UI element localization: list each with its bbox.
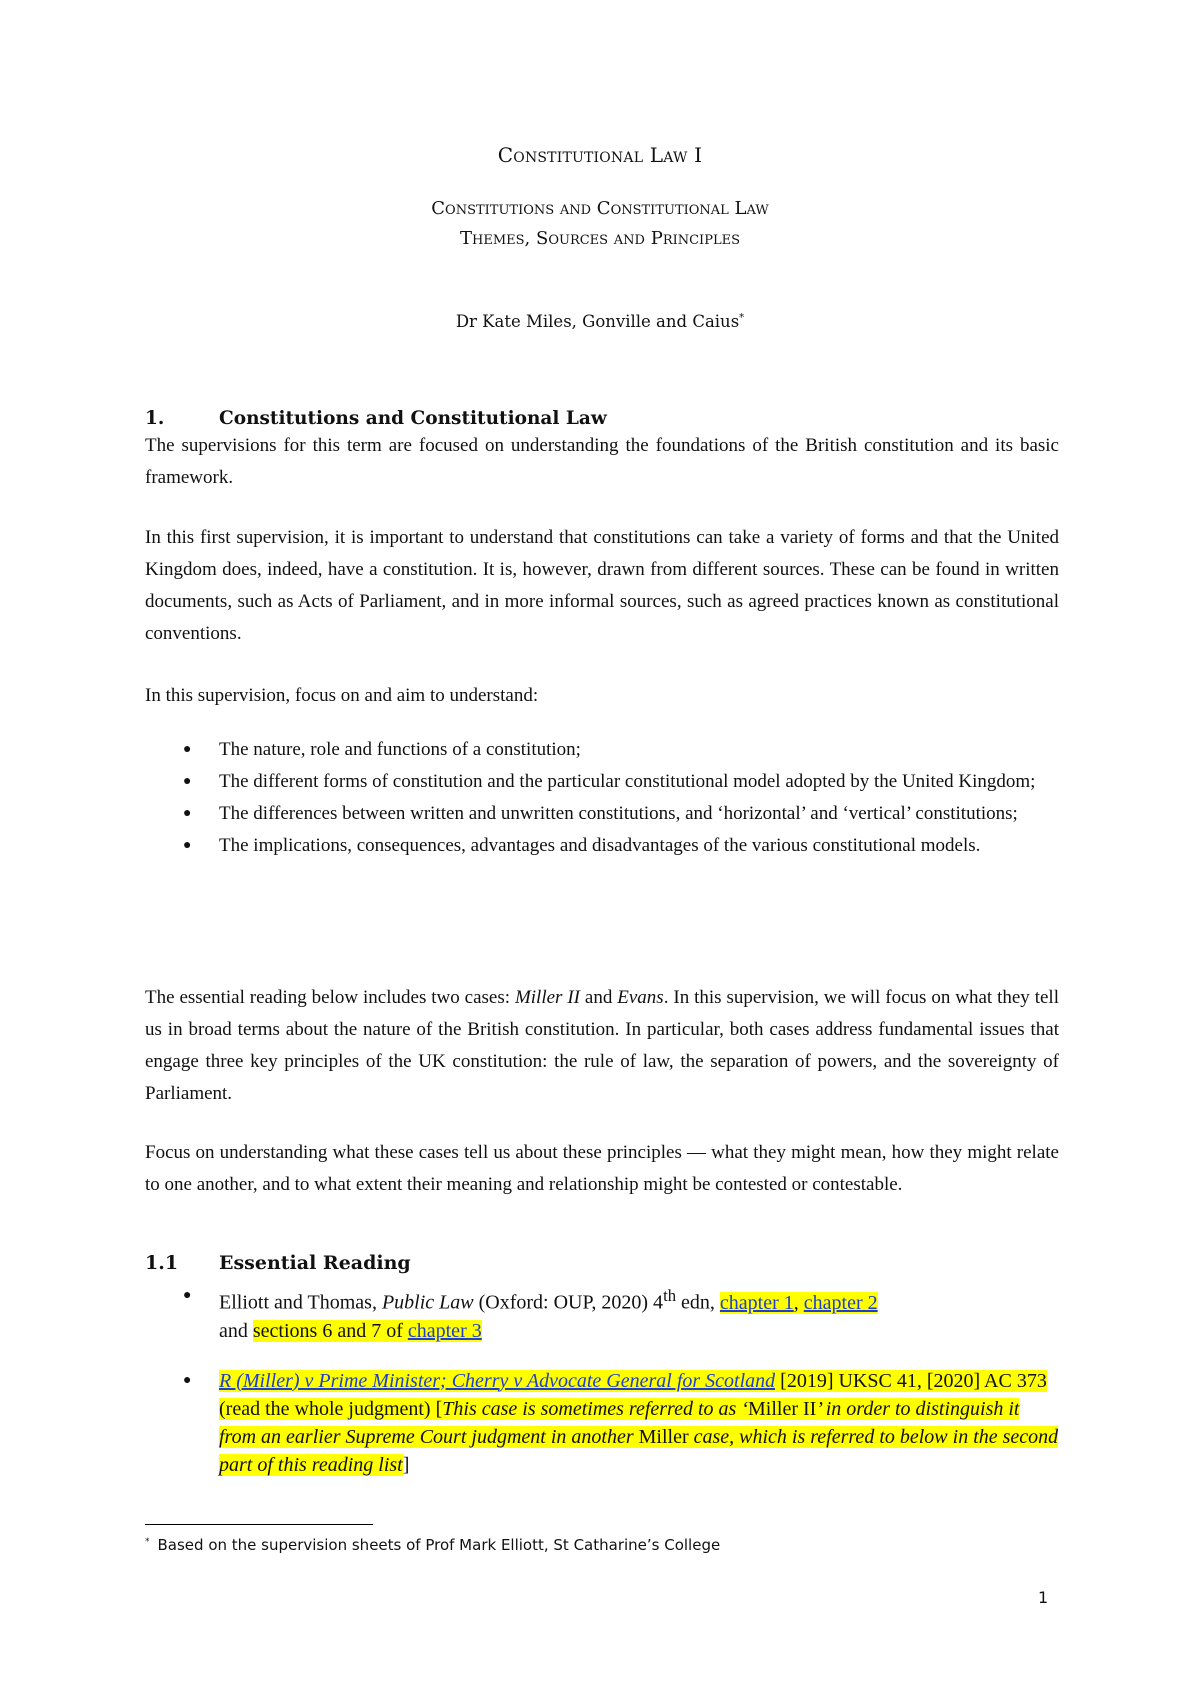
document-subtitle-2: Themes, Sources and Principles [460,228,740,249]
essential-reading-list [145,1282,1059,1493]
section-1-1-heading [145,1252,411,1274]
text-run: Miller II [747,1397,817,1420]
paragraph-focus-intro: In this supervision, focus on and aim to understand: [145,685,539,706]
text-run: The essential reading below includes two cases: [145,987,515,1008]
text-run: . In this supervision, we will focus on what they tell us in broad terms about the nature of the British constitution. In particular, both cases address fundamental issues that engage three key principles of the UK constitution: the rule of law, the separation of powers, and the sovereignty of Parliament. [145,987,1059,1104]
list-item-text: The differences between written and unwritten constitutions, and ‘horizontal’ and ‘vertical’ constitutions; [219,803,1018,824]
list-item [145,734,1059,766]
text-run: edn, [676,1291,720,1314]
footnote-marker: * [145,1537,150,1547]
page-number: 1 [1038,1588,1049,1607]
footnote-ref-marker[interactable]: * [739,312,745,324]
document-subtitle-1: Constitutions and Constitutional Law [431,198,769,219]
case-name: Evans [617,987,664,1008]
chapter-2-link[interactable]: chapter 2 [803,1291,878,1314]
bullet-dot-icon: ● [183,838,192,853]
text-run: sections 6 and 7 of [252,1319,408,1342]
text-run: case, which is referred to below in the second part of this reading list [219,1425,1059,1476]
list-item [145,798,1059,830]
bullet-dot-icon: ● [183,774,192,789]
bullet-dot-icon: ● [183,806,192,821]
chapter-1-link[interactable]: chapter 1 [719,1291,794,1314]
text-run: ’ in order to distinguish it from an earlier Supreme Court judgment in another [219,1397,1020,1448]
text-run: (Oxford: OUP, 2020) 4 [473,1291,664,1314]
paragraph-focus-principles: Focus on understanding what these cases tell us about these principles — what they might mean, how they might relate to one another, and to what extent their meaning and relationship might be contested or contestable. [145,1142,1059,1195]
text-run: and [219,1319,253,1342]
paragraph-essential-reading-cases [145,982,1059,1110]
bullet-dot-icon: ● [183,1372,192,1388]
text-run: Elliott and Thomas, [219,1291,382,1314]
bullet-dot-icon: ● [183,742,192,757]
document-title: Constitutional Law I [497,143,703,167]
text-run: th [663,1286,677,1305]
text-run: Miller [638,1425,689,1448]
footnote-text: Based on the supervision sheets of Prof Mark Elliott, St Catharine’s College [157,1536,721,1554]
chapter-3-link[interactable]: chapter 3 [407,1319,482,1342]
reading-item-elliott-thomas [145,1282,1059,1345]
text-run: , [793,1291,804,1314]
case-name: Miller II [514,987,580,1008]
bullet-dot-icon: ● [183,1288,192,1303]
footnote-separator [145,1524,373,1525]
section-number: 1.1 [145,1252,179,1274]
reading-item-miller-ii [145,1367,1059,1479]
paragraph-first-supervision: In this first supervision, it is important to understand that constitutions can take a variety of forms and that the United Kingdom does, indeed, have a constitution. It is, however, drawn from different sources. These can be found in written documents, such as Acts of Parliament, and in more informal sources, such as agreed practices known as constitutional conventions. [145,527,1059,644]
author-name: Dr Kate Miles, Gonville and Caius [455,312,740,331]
text-run: ] [402,1453,410,1476]
section-title: Constitutions and Constitutional Law [219,408,607,429]
list-item [145,766,1059,798]
text-run: [2019] UKSC 41, [2020] AC 373 (read the whole judgment) [ [219,1369,1047,1420]
text-run: and [580,987,618,1008]
paragraph-intro: The supervisions for this term are focused on understanding the foundations of the British constitution and its basic framework. [145,435,1059,488]
focus-bullet-list [145,734,1059,862]
section-title: Essential Reading [219,1252,411,1274]
case-link[interactable]: R (Miller) v Prime Minister; Cherry v Advocate General for Scotland [219,1369,776,1392]
list-item [145,830,1059,862]
book-title: Public Law [381,1291,474,1314]
text-run: This case is sometimes referred to as ‘ [442,1397,748,1420]
section-1-heading [145,408,607,429]
section-number: 1. [145,408,165,429]
author-line [0,312,1200,331]
footnote [145,1536,720,1554]
list-item-text: The implications, consequences, advantages and disadvantages of the various constitutional models. [219,835,981,856]
list-item-text: The different forms of constitution and the particular constitutional model adopted by the United Kingdom; [219,771,1036,792]
list-item-text: The nature, role and functions of a constitution; [219,739,581,760]
